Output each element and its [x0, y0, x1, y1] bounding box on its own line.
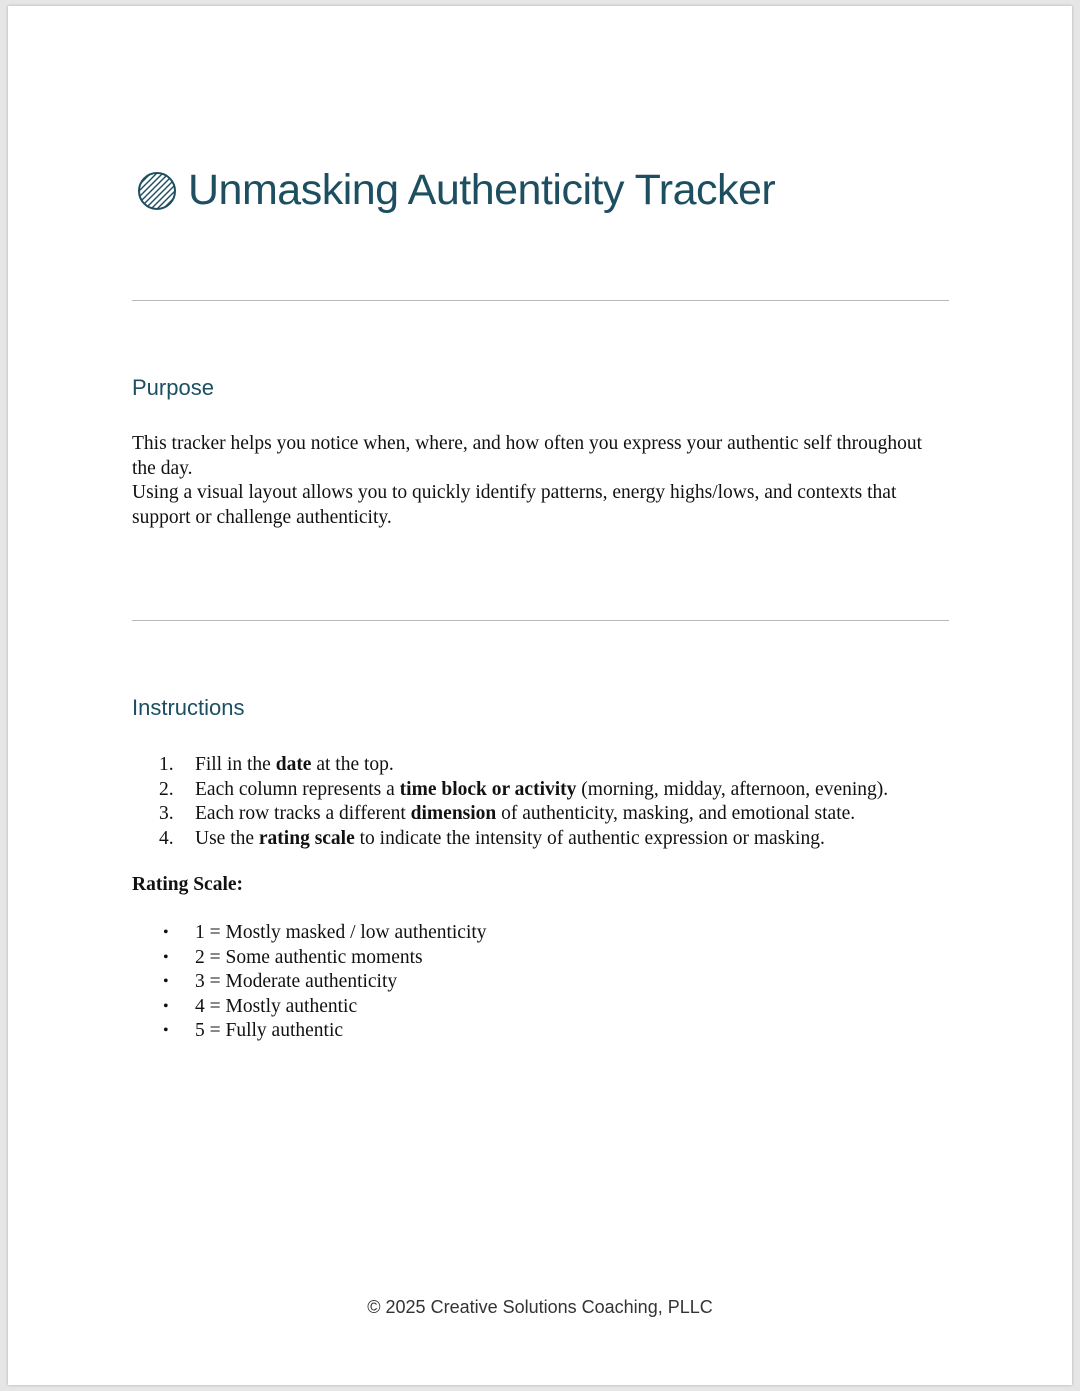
list-item: [132, 753, 962, 778]
copyright-footer: © 2025 Creative Solutions Coaching, PLLC: [367, 1297, 713, 1317]
step-number: 2.: [159, 778, 174, 800]
step-number: 4.: [159, 827, 174, 849]
step-text-bold: dimension: [410, 803, 497, 824]
step-text-part: at the top.: [311, 754, 394, 775]
purpose-paragraph: Using a visual layout allows you to quickly identify patterns, energy highs/lows, and contexts that support or challenge authenticity.: [132, 482, 897, 528]
list-item: [132, 921, 487, 946]
rating-scale-item: 4 = Mostly authentic: [195, 995, 358, 1017]
rating-scale-item: 1 = Mostly masked / low authenticity: [195, 922, 487, 943]
step-text-part: Use the: [195, 827, 259, 849]
step-number: 3.: [159, 803, 174, 824]
step-text-bold: time block or activity: [399, 778, 577, 800]
bullet-icon: •: [163, 1022, 169, 1039]
step-text-bold: rating scale: [258, 827, 355, 849]
list-item: [132, 802, 962, 827]
rating-scale-item: 3 = Moderate authenticity: [195, 971, 398, 992]
step-text-part: of authenticity, masking, and emotional state.: [496, 803, 856, 824]
title-row: [136, 166, 775, 215]
step-text: [195, 802, 855, 827]
rating-scale-label: Rating Scale:: [132, 874, 244, 895]
step-text: [195, 753, 394, 778]
purpose-text: [132, 432, 932, 530]
hatched-circle-icon: [136, 170, 178, 212]
bullet-icon: •: [163, 973, 169, 990]
rating-scale-item: 2 = Some authentic moments: [195, 946, 423, 968]
document-page: [8, 6, 1072, 1385]
divider: [132, 620, 949, 621]
bullet-icon: •: [163, 948, 169, 966]
rating-scale-item: 5 = Fully authentic: [195, 1020, 344, 1041]
step-text-part: Each row tracks a different: [195, 803, 411, 824]
step-text: [195, 778, 888, 803]
list-item: [132, 970, 487, 995]
list-item: [132, 778, 962, 803]
divider: [132, 300, 949, 301]
step-text-part: Each column represents a: [195, 778, 400, 800]
list-item: [132, 1019, 487, 1044]
step-text-part: Fill in the: [195, 754, 276, 775]
step-number: 1.: [159, 754, 174, 775]
step-text-bold: date: [275, 754, 312, 775]
purpose-heading: Purpose: [132, 375, 214, 400]
list-item: [132, 946, 487, 971]
step-text: [195, 827, 825, 852]
bullet-icon: •: [163, 997, 169, 1015]
list-item: [132, 827, 962, 852]
instructions-heading: Instructions: [132, 695, 245, 720]
page-title: Unmasking Authenticity Tracker: [188, 166, 776, 214]
bullet-icon: •: [163, 924, 169, 941]
purpose-paragraph: This tracker helps you notice when, where, and how often you express your authentic self throughout the day.: [132, 433, 923, 479]
instruction-steps: [132, 753, 962, 851]
step-text-part: to indicate the intensity of authentic expression or masking.: [354, 827, 825, 849]
step-text-part: (morning, midday, afternoon, evening).: [576, 778, 889, 800]
list-item: [132, 995, 487, 1020]
rating-scale-list: [132, 921, 487, 1044]
